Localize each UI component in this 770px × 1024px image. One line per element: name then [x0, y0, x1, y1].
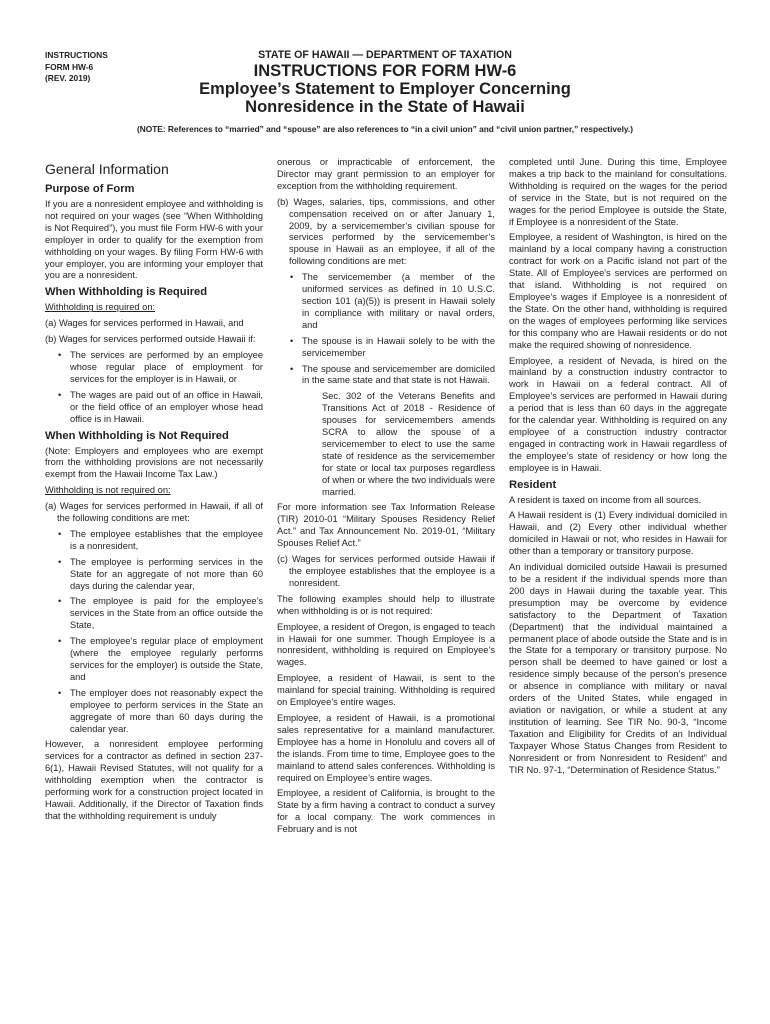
list-item: (c) Wages for services performed outside Hawaii if the employee establishes that the employee is a nonresident.: [277, 554, 495, 588]
bullet-item: • The employee establishes that the employee is a nonresident,: [45, 529, 263, 553]
list-item: (b) Wages for services performed outside Hawaii if:: [45, 334, 256, 345]
column-2: [277, 157, 495, 840]
references-note: (NOTE: References to “married” and “spouse” are also references to “in a civil union” and “civil union partner,” respectively.): [137, 124, 633, 134]
withholding-required-heading: When Withholding is Required: [45, 286, 208, 299]
continued-paragraph: completed until June. During this time, Employee makes a trip back to the mainland for consultations. Withholding is required on the wages for the period of service in the State, but is not required on the wages for the period Employee is outside the State, if Employee is a nonresident of the State.: [509, 157, 727, 227]
resident-paragraph: A Hawaii resident is (1) Every individual domiciled in Hawaii, and (2) Every other individual whether domiciled in Hawaii or not, who resides in Hawaii for other than a temporary or transitory purpose.: [509, 510, 727, 557]
example-paragraph: Employee, a resident of Nevada, is hired on the mainland by a construction industry contractor to work in Hawaii on a federal contract. All of Employee’s services are performed in Hawaii during a period that is less than 60 days in the aggregate for the calendar year. Withholding is required on any employee of a construction industry contractor engaged in contracting work in Hawaii regardless of the employee’s state of residency or how long the employee is in Hawaii.: [509, 355, 727, 473]
column-3: [509, 157, 727, 780]
list-item: (a) Wages for services performed in Hawaii, if all of the following conditions are met:: [45, 501, 263, 524]
form-id-line: INSTRUCTIONS: [45, 50, 108, 60]
withholding-not-required-heading: When Withholding is Not Required: [45, 429, 229, 442]
purpose-text: If you are a nonresident employee and withholding is not required on your wages (see “When Withholding is Not Required”), you must file Form HW-6 with your employer in order to qualify for the exemption from withholding on your wages. By filing Form HW-6 with your employer, you are informing your employer that you are a nonresident.: [45, 199, 263, 281]
bullet-item: • The employer does not reasonably expect the employee to perform services in the State an aggregate of more than 60 days during the calendar year.: [45, 688, 263, 736]
department-name: STATE OF HAWAII — DEPARTMENT OF TAXATION: [258, 49, 512, 61]
example-paragraph: Employee, a resident of Oregon, is engaged to teach in Hawaii for one summer. Though Employee is a nonresident, withholding is required on Employee’s wages.: [277, 621, 495, 668]
example-paragraph: Employee, a resident of Hawaii, is sent to the mainland for special training. Withholding is required on Employee’s entire wages.: [277, 673, 495, 708]
bullet-item: • The employee’s regular place of employment (where the employee regularly performs services for the employer) is outside the State, and: [45, 636, 263, 684]
example-paragraph: Employee, a resident of Washington, is hired on the mainland by a local company having a construction contract for work on a Pacific island not part of the State. All of Employee's services are performed on that island. Withholding is not required on Employee’s wages if Employee is a nonresident of the State. On the other hand, withholding is required on the wages of employees performing like services for this company who are Hawaii residents or do not make the required showing of nonresidence.: [509, 232, 727, 350]
bullet-item: • The employee is performing services in the State for an aggregate of not more than 60 days during the calendar year,: [45, 557, 263, 593]
exempt-note: (Note: Employers and employees who are exempt from the withholding provisions are not necessarily exempt from the Hawaii Income Tax Law.): [45, 445, 263, 480]
purpose-heading: Purpose of Form: [45, 183, 135, 195]
withholding-required-subheading: Withholding is required on:: [45, 302, 156, 313]
resident-paragraph: An individual domiciled outside Hawaii is presumed to be a resident if the individual spends more than 200 days in Hawaii during the taxable year. This presumption may be overcome by evidence satisfactory to the Department of Taxation (Department) that the individual maintained a permanent place of abode outside the State and is in the State for a temporary or transitory purpose. No person shall be deemed to have gained or lost a residence simply because of the person’s presence or absence in compliance with military or naval orders of the United States, while engaged in aviation or navigation, or while a student at any institution of learning. See TIR No. 90-3, “Income Taxation and Eligibility for Credits of an Individual Taxpayer Whose Status Changes from Resident to Nonresident or from Nonresident to Resident” and TIR No. 97-1, “Determination of Residence Status.”: [509, 562, 727, 775]
general-information-heading: General Information: [45, 161, 169, 177]
example-paragraph: Employee, a resident of California, is brought to the State by a firm having a contract to conduct a survey for a local company. The work commences in February and is not: [277, 788, 495, 835]
withholding-not-required-subheading: Withholding is not required on:: [45, 485, 171, 496]
more-info-paragraph: For more information see Tax Information Release (TIR) 2010-01 “Military Spouses Residency Relief Act.” and Tax Announcement No. 2019-01, “Military Spouses Relief Act.”: [277, 502, 495, 549]
bullet-item: • The wages are paid out of an office in Hawaii, or the field office of an employer whose head office is in Hawaii.: [45, 390, 263, 426]
list-item: (a) Wages for services performed in Hawaii, and: [45, 318, 244, 329]
sec302-paragraph: Sec. 302 of the Veterans Benefits and Transitions Act of 2018 - Residence of spouses for servicemembers amends SCRA to allow the spouse of a servicemember to elect to use the same state of residence as the servicemember for state or local tax purposes regardless of when or where the two individuals were married.: [322, 391, 495, 497]
page-subtitle: Nonresidence in the State of Hawaii: [245, 98, 525, 116]
form-id-line: FORM HW-6: [45, 61, 94, 72]
form-id-block: [45, 50, 108, 85]
bullet-item: • The servicemember (a member of the uniformed services as defined in 10 U.S.C. section 101 (a)(5)) is present in Hawaii solely in compliance with military or naval orders, and: [277, 272, 495, 332]
page-header: [130, 49, 640, 116]
continued-paragraph: onerous or impracticable of enforcement, the Director may grant permission to an employer for exception from the withholding requirement.: [277, 157, 495, 191]
examples-intro: The following examples should help to illustrate when withholding is or is not required:: [277, 593, 495, 616]
resident-heading: Resident: [509, 478, 557, 491]
contractor-paragraph: However, a nonresident employee performing services for a contractor as defined in section 237-6(1), Hawaii Revised Statutes, will not qualify for a withholding exemption when the contractor is performing work for a construction project located in Hawaii. Additionally, if the Director of Taxation finds that the withholding requirement is unduly: [45, 739, 263, 821]
column-1: [45, 157, 263, 827]
list-item: (b) Wages, salaries, tips, commissions, and other compensation received on or after January 1, 2009, by a servicemember’s civilian spouse for services performed by the servicemember’s spouse in Hawaii as an employee, if all of the following conditions are met:: [277, 196, 495, 267]
page-title: INSTRUCTIONS FOR FORM HW-6: [253, 62, 517, 80]
form-revision: (REV. 2019): [45, 73, 91, 83]
bullet-item: • The services are performed by an employee whose regular place of employment for services for the employer is in Hawaii, or: [45, 350, 263, 386]
page-subtitle: Employee’s Statement to Employer Concerning: [199, 80, 571, 98]
bullet-item: • The spouse and servicemember are domiciled in the same state and that state is not Hawaii.: [277, 364, 495, 388]
bullet-item: • The employee is paid for the employee's services in the State from an office outside the State,: [45, 596, 263, 632]
bullet-item: • The spouse is in Hawaii solely to be with the servicemember: [277, 336, 495, 360]
example-paragraph: Employee, a resident of Hawaii, is a promotional sales representative for a mainland manufacturer. Employee has a home in Honolulu and covers all of the islands. From time to time, Employee goes to the mainland to attend sales conferences. Withholding is required on Employee’s entire wages.: [277, 712, 495, 783]
resident-paragraph: A resident is taxed on income from all sources.: [509, 494, 702, 505]
